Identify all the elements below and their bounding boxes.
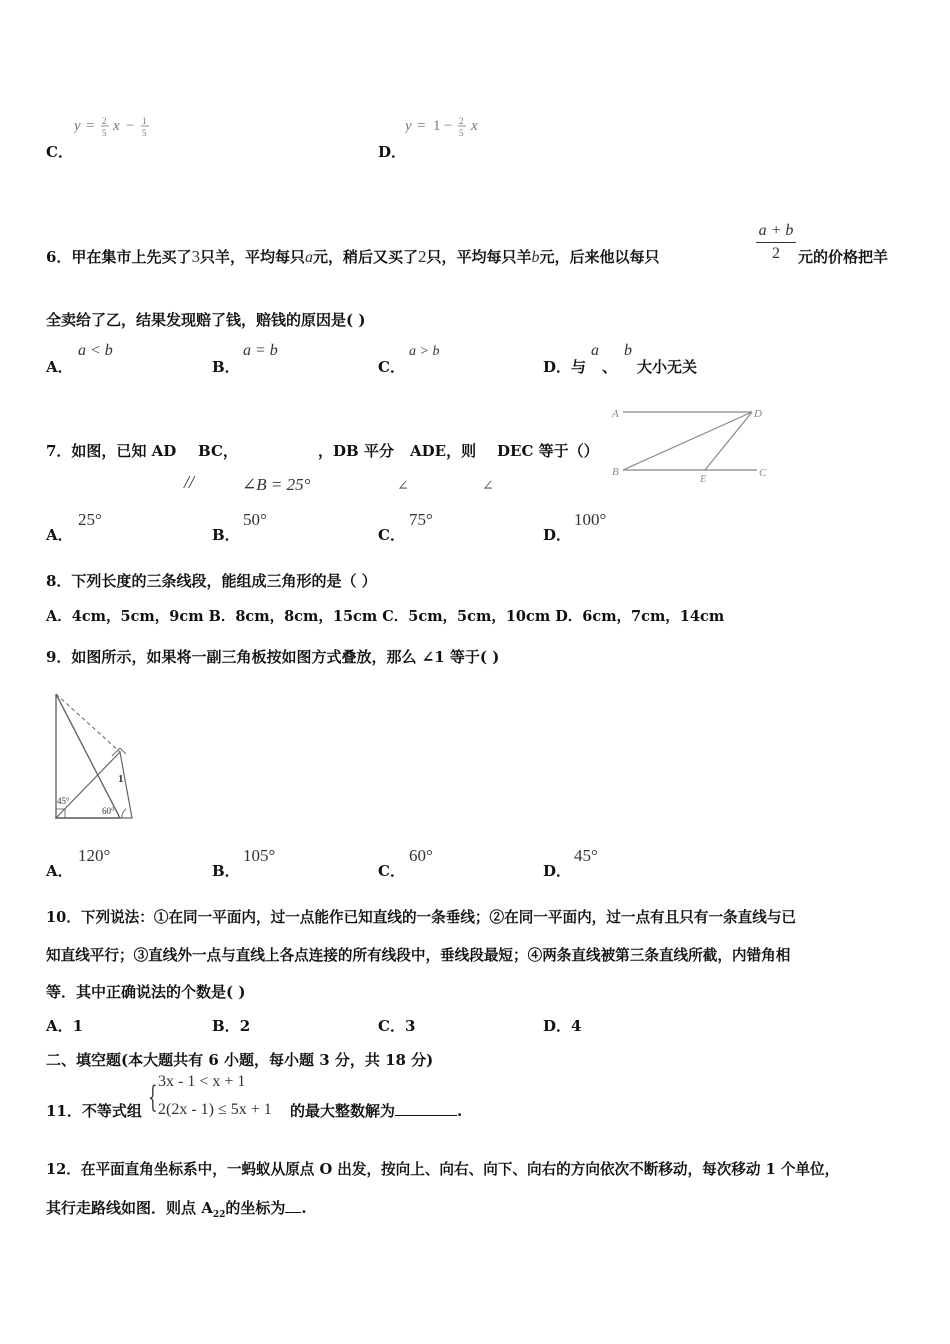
q12-answer-blank[interactable] [285,1198,301,1213]
q7-text-d: ADE，则 [410,442,477,460]
q11-suffix [290,1100,462,1121]
q11-ineq2: 2(2x - 1) ≤ 5x + 1 [158,1101,272,1118]
q7-angle-symbol-2: ∠ [482,479,494,494]
q11-prefix: 11．不等式组 [46,1102,142,1120]
q7-text-e: DEC 等于（） [497,442,599,460]
q7-text-a: 7．如图，已知 AD [46,442,177,460]
q9-figure-svg [50,690,140,826]
q11-suffix-text: 的最大整数解为 [290,1102,396,1120]
q9-angle-arc-60 [122,809,126,818]
q6-option-a-math: a < b [78,342,113,359]
q6-option-c-label: C． [378,358,405,376]
q6-option-d-tail: 大小无关 [637,358,698,376]
q9-dashed-edge [56,694,120,752]
q6-text-c: 元，稍后又买了 [312,248,418,266]
q9-triangle-60 [56,752,132,818]
q10-option-b: B．2 [212,1017,251,1035]
svg-text:5: 5 [459,128,464,138]
q11-ineq1: 3x - 1 < x + 1 [158,1073,246,1090]
q6-var-a: a [304,249,313,266]
q10-line2: 知直线平行；③直线外一点与直线上各点连接的所有线段中，垂线段最短；④两条直线被第三条直线所截，内错角相 [46,947,791,964]
q11-answer-blank[interactable] [395,1101,457,1116]
q7-figure-svg [610,402,770,484]
q7-figure [610,402,770,488]
q7-option-c-label: C． [378,526,405,544]
q7-option-d-label: D． [543,526,572,544]
formula-d-svg [405,112,495,142]
svg-text:y: y [74,118,81,134]
q9-option-d-label: D． [543,862,572,880]
svg-text:1: 1 [142,116,147,126]
q12-text-a: 其行走路线如图．则点 A [46,1199,213,1217]
svg-text:=: = [417,118,426,134]
q8-question: 8．下列长度的三条线段，能组成三角形的是（ ） [46,572,377,590]
q7-parallel-symbol: // [184,472,195,492]
q9-question: 9．如图所示，如果将一副三角板按如图方式叠放，那么 ∠1 等于( ) [46,648,500,666]
q9-option-a-value: 120° [78,846,111,865]
q12-text-b: 的坐标为 [225,1199,286,1217]
q7-text-b: BC， [198,442,238,460]
q6-text-d: 只，平均每只羊 [426,248,532,266]
q9-label-60: 60° [102,806,115,816]
q11-end: . [457,1102,463,1120]
svg-text:5: 5 [102,128,107,138]
svg-text:5: 5 [142,128,147,138]
option-c-formula [74,112,164,146]
q6-frac-den: 2 [772,245,780,262]
q7-label-e: E [700,474,707,484]
q6-option-c-math: a > b [409,344,440,359]
q6-frac-num: a + b [758,222,794,239]
q7-angle-symbol-1: ∠ [397,479,409,494]
q7-line-bd [623,412,752,470]
q10-line1: 10．下列说法：①在同一平面内，过一点能作已知直线的一条垂线；②在同一平面内，过一点有且只有一条直线与已 [46,909,797,926]
q10-option-d: D．4 [543,1017,582,1035]
q6-option-a-label: A． [46,358,73,376]
q7-option-d-value: 100° [574,510,607,529]
q6-text-a: 6．甲在集市上先买了 [46,248,192,266]
q6-option-b-label: B． [212,358,240,376]
q10-option-a: A．1 [46,1017,84,1035]
svg-text:y: y [405,118,412,134]
section-2-heading: 二、填空题(本大题共有 6 小题，每小题 3 分，共 18 分) [46,1051,434,1069]
q11-brace: { [148,1080,158,1115]
q7-label-b: B [612,466,619,478]
q8-options: A．4cm，5cm，9cm B．8cm，8cm，15cm C．5cm，5cm，10cm D．6cm，7cm，14cm [46,608,725,625]
q7-option-a-label: A． [46,526,73,544]
q6-n1: 3 [191,247,200,266]
q6-frac-bar [756,242,796,243]
q9-label-1: 1 [118,773,124,785]
q7-label-d: D [754,408,762,420]
option-d-label: D． [378,143,407,161]
q9-right-angle-top [112,748,126,756]
q9-option-c-value: 60° [409,846,433,865]
q12-subscript: 22 [212,1210,226,1220]
svg-text:−: − [126,118,135,134]
q6-line1-tail: 元的价格把羊 [798,248,889,266]
svg-text:−: − [444,118,453,134]
q9-option-b-label: B． [212,862,240,880]
q12-end: . [301,1199,307,1217]
option-c-label: C． [46,143,73,161]
q10-option-c: C．3 [378,1017,416,1035]
q6-var-b: b [531,249,540,266]
q9-option-b-value: 105° [243,846,276,865]
q9-label-45: 45° [57,796,70,806]
q7-option-b-value: 50° [243,510,267,529]
q12-line1: 12．在平面直角坐标系中，一蚂蚁从原点 O 出发，按向上、向右、向下、向右的方向依次不断移动，每次移动 1 个单位， [46,1161,840,1178]
q6-text-b: 只羊，平均每只 [199,248,305,266]
svg-text:2: 2 [459,116,464,126]
q10-line3: 等．其中正确说法的个数是( ) [46,983,246,1001]
q7-text-c: ，DB 平分 [318,442,394,460]
q12-line2 [46,1197,307,1220]
q6-text-e: 元，后来他以每只 [539,248,660,266]
svg-text:x: x [471,118,478,134]
svg-text:x: x [113,118,120,134]
q7-line-de [705,412,752,470]
q6-option-d-var-a: a [591,342,599,359]
q6-option-d-var-b: b [624,342,632,359]
q6-n2: 2 [417,247,427,266]
q7-option-c-value: 75° [409,510,433,529]
option-d-formula [405,112,495,146]
svg-text:2: 2 [102,116,107,126]
formula-c-svg [74,112,164,142]
q9-option-d-value: 45° [574,846,598,865]
q7-angle-b: ∠B = 25° [242,475,311,494]
q7-option-b-label: B． [212,526,240,544]
q6-line2: 全卖给了乙，结果发现赔了钱，赔钱的原因是( ) [46,311,366,329]
q7-label-c: C [759,467,767,479]
q9-option-a-label: A． [46,862,73,880]
q6-line1 [46,246,660,267]
q6-option-b-math: a = b [243,342,278,359]
q9-figure [50,690,140,830]
svg-text:1: 1 [433,118,441,134]
q7-option-a-value: 25° [78,510,102,529]
q6-option-d-sep: 、 [602,358,618,376]
q9-option-c-label: C． [378,862,405,880]
q6-option-d-label: D．与 [543,358,587,376]
q6-fraction [756,222,796,263]
svg-text:=: = [86,118,95,134]
q7-label-a: A [612,408,619,420]
